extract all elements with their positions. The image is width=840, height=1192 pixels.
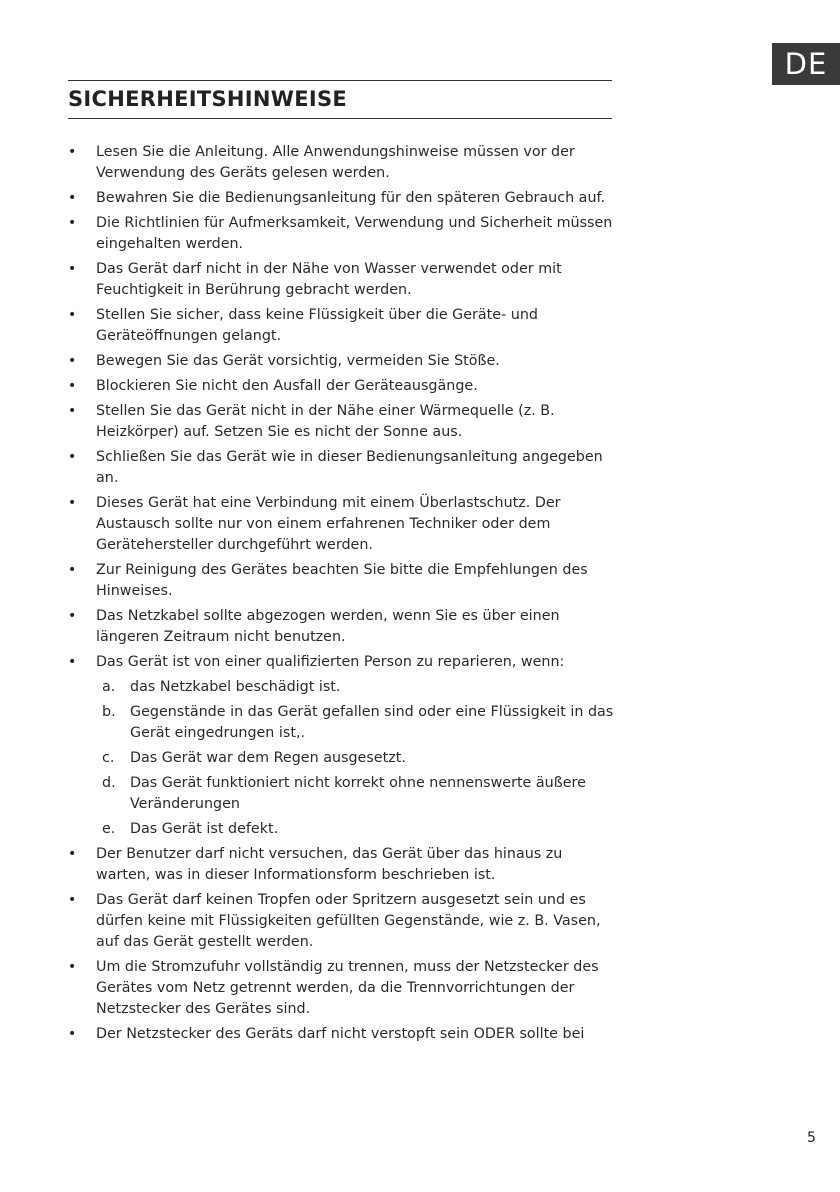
bullet-icon: • <box>68 307 77 323</box>
safety-list <box>68 142 614 1045</box>
sub-list-item <box>68 702 614 744</box>
bullet-icon: • <box>68 261 77 277</box>
list-item <box>68 1024 614 1045</box>
list-item <box>68 560 614 602</box>
sub-item-text: das Netzkabel beschädigt ist. <box>130 679 341 695</box>
sub-list-item <box>68 677 614 698</box>
list-item-text: Zur Reinigung des Gerätes beachten Sie bitte die Empfehlungen des Hinweises. <box>96 562 588 599</box>
list-item <box>68 606 614 648</box>
bullet-icon: • <box>68 144 77 160</box>
list-item-text: Dieses Gerät hat eine Verbindung mit einem Überlastschutz. Der Austausch sollte nur von einem erfahrenen Techniker oder dem Gerätehersteller durchgeführt werden. <box>96 495 561 553</box>
sub-item-letter: b. <box>102 704 116 720</box>
list-item <box>68 890 614 953</box>
language-label: DE <box>784 47 828 81</box>
sub-item-text: Das Gerät war dem Regen ausgesetzt. <box>130 750 406 766</box>
bullet-icon: • <box>68 495 77 511</box>
list-item <box>68 351 614 372</box>
bullet-icon: • <box>68 608 77 624</box>
list-item <box>68 957 614 1020</box>
list-item-text: Der Benutzer darf nicht versuchen, das Gerät über das hinaus zu warten, was in dieser Informationsform beschrieben ist. <box>96 846 563 883</box>
heading-bottom-rule <box>68 118 612 119</box>
list-item-text: Der Netzstecker des Geräts darf nicht verstopft sein ODER sollte bei <box>96 1026 585 1042</box>
sub-item-letter: d. <box>102 775 116 791</box>
list-item-text: Bewahren Sie die Bedienungsanleitung für den späteren Gebrauch auf. <box>96 190 606 206</box>
list-item-text: Schließen Sie das Gerät wie in dieser Bedienungsanleitung angegeben an. <box>96 449 603 486</box>
list-item-text: Um die Stromzufuhr vollständig zu trennen, muss der Netzstecker des Gerätes vom Netz getrennt werden, da die Trennvorrichtungen der Netzstecker des Gerätes sind. <box>96 959 599 1017</box>
language-badge <box>772 43 840 85</box>
list-item <box>68 142 614 184</box>
bullet-icon: • <box>68 1026 77 1042</box>
sub-list-item <box>68 773 614 815</box>
bullet-icon: • <box>68 215 77 231</box>
list-item <box>68 652 614 840</box>
bullet-icon: • <box>68 959 77 975</box>
sub-item-text: Gegenstände in das Gerät gefallen sind oder eine Flüssigkeit in das Gerät eingedrungen ist,. <box>130 704 614 741</box>
list-item <box>68 401 614 443</box>
bullet-icon: • <box>68 846 77 862</box>
sub-item-text: Das Gerät funktioniert nicht korrekt ohne nennenswerte äußere Veränderungen <box>130 775 586 812</box>
list-item-text: Stellen Sie sicher, dass keine Flüssigkeit über die Geräte- und Geräteöffnungen gelangt. <box>96 307 538 344</box>
list-item-text: Bewegen Sie das Gerät vorsichtig, vermeiden Sie Stöße. <box>96 353 500 369</box>
bullet-icon: • <box>68 892 77 908</box>
bullet-icon: • <box>68 403 77 419</box>
safety-instructions <box>68 142 614 1049</box>
list-item-text: Das Netzkabel sollte abgezogen werden, wenn Sie es über einen längeren Zeitraum nicht benutzen. <box>96 608 560 645</box>
list-item <box>68 213 614 255</box>
sub-item-letter: c. <box>102 750 115 766</box>
list-item <box>68 305 614 347</box>
sub-list-item <box>68 819 614 840</box>
list-item-text: Das Gerät ist von einer qualifizierten Person zu reparieren, wenn: <box>96 654 565 670</box>
sub-item-text: Das Gerät ist defekt. <box>130 821 279 837</box>
sub-item-letter: a. <box>102 679 116 695</box>
sub-list-item <box>68 748 614 769</box>
repair-conditions-list <box>68 677 614 840</box>
list-item-text: Stellen Sie das Gerät nicht in der Nähe einer Wärmequelle (z. B. Heizkörper) auf. Setzen Sie es nicht der Sonne aus. <box>96 403 555 440</box>
list-item <box>68 259 614 301</box>
bullet-icon: • <box>68 449 77 465</box>
bullet-icon: • <box>68 353 77 369</box>
list-item-text: Das Gerät darf keinen Tropfen oder Spritzern ausgesetzt sein und es dürfen keine mit Flüssigkeiten gefüllten Gegenstände, wie z. B. Vasen, auf das Gerät gestellt werden. <box>96 892 601 950</box>
bullet-icon: • <box>68 562 77 578</box>
heading-top-rule <box>68 80 612 81</box>
list-item-text: Die Richtlinien für Aufmerksamkeit, Verwendung und Sicherheit müssen eingehalten werden. <box>96 215 613 252</box>
list-item-text: Lesen Sie die Anleitung. Alle Anwendungshinweise müssen vor der Verwendung des Geräts gelesen werden. <box>96 144 575 181</box>
list-item <box>68 376 614 397</box>
list-item <box>68 188 614 209</box>
list-item <box>68 844 614 886</box>
bullet-icon: • <box>68 654 77 670</box>
list-item-text: Blockieren Sie nicht den Ausfall der Geräteausgänge. <box>96 378 478 394</box>
section-title: SICHERHEITSHINWEISE <box>68 87 348 111</box>
list-item-text: Das Gerät darf nicht in der Nähe von Wasser verwendet oder mit Feuchtigkeit in Berührung gebracht werden. <box>96 261 562 298</box>
page-number: 5 <box>807 1130 816 1146</box>
sub-item-letter: e. <box>102 821 116 837</box>
bullet-icon: • <box>68 190 77 206</box>
list-item <box>68 493 614 556</box>
bullet-icon: • <box>68 378 77 394</box>
list-item <box>68 447 614 489</box>
